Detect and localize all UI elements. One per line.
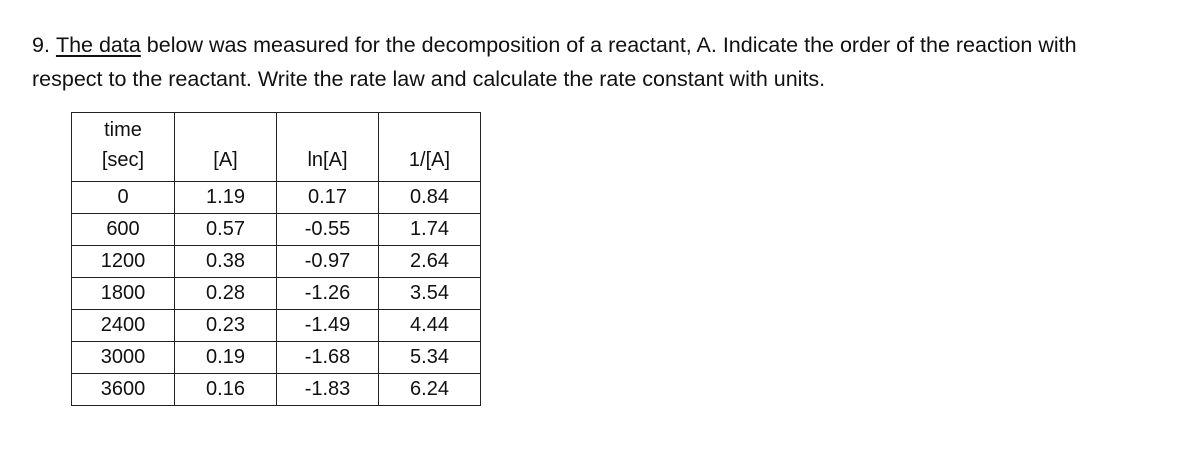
question-number: 9. <box>32 33 50 57</box>
cell-time: 600 <box>72 214 175 246</box>
cell-ln-concentration: -0.97 <box>277 246 379 278</box>
header-time-label: time <box>104 119 142 141</box>
cell-time: 3000 <box>72 342 175 374</box>
cell-ln-concentration: 0.17 <box>277 182 379 214</box>
question-line-1 <box>32 28 1172 62</box>
table-row <box>72 310 481 342</box>
header-time-unit: [sec] <box>101 149 145 171</box>
cell-inverse-concentration: 6.24 <box>379 374 481 406</box>
table-row <box>72 342 481 374</box>
table-row <box>72 182 481 214</box>
cell-concentration: 0.57 <box>175 214 277 246</box>
header-inverse-concentration: 1/[A] <box>379 113 481 182</box>
cell-concentration: 0.19 <box>175 342 277 374</box>
cell-concentration: 0.16 <box>175 374 277 406</box>
cell-inverse-concentration: 1.74 <box>379 214 481 246</box>
cell-concentration: 0.38 <box>175 246 277 278</box>
table-header-row <box>72 113 481 182</box>
cell-inverse-concentration: 0.84 <box>379 182 481 214</box>
cell-time: 3600 <box>72 374 175 406</box>
table-row <box>72 214 481 246</box>
cell-time: 2400 <box>72 310 175 342</box>
cell-inverse-concentration: 5.34 <box>379 342 481 374</box>
table-row <box>72 278 481 310</box>
question-line-2: respect to the reactant. Write the rate law and calculate the rate constant with units. <box>32 67 826 91</box>
cell-inverse-concentration: 2.64 <box>379 246 481 278</box>
data-table <box>71 112 481 406</box>
cell-time: 0 <box>72 182 175 214</box>
header-ln-concentration: ln[A] <box>277 113 379 182</box>
question-line-1-rest: below was measured for the decomposition of a reactant, A. Indicate the order of the reaction with <box>146 33 1077 57</box>
underlined-phrase: The data <box>55 33 141 57</box>
cell-inverse-concentration: 3.54 <box>379 278 481 310</box>
table-row <box>72 246 481 278</box>
cell-ln-concentration: -0.55 <box>277 214 379 246</box>
cell-time: 1200 <box>72 246 175 278</box>
cell-concentration: 0.28 <box>175 278 277 310</box>
cell-ln-concentration: -1.49 <box>277 310 379 342</box>
cell-concentration: 0.23 <box>175 310 277 342</box>
header-concentration: [A] <box>175 113 277 182</box>
header-time <box>72 113 175 182</box>
cell-ln-concentration: -1.68 <box>277 342 379 374</box>
cell-inverse-concentration: 4.44 <box>379 310 481 342</box>
question-text <box>32 28 1172 96</box>
cell-ln-concentration: -1.83 <box>277 374 379 406</box>
table-row <box>72 374 481 406</box>
cell-ln-concentration: -1.26 <box>277 278 379 310</box>
cell-time: 1800 <box>72 278 175 310</box>
cell-concentration: 1.19 <box>175 182 277 214</box>
